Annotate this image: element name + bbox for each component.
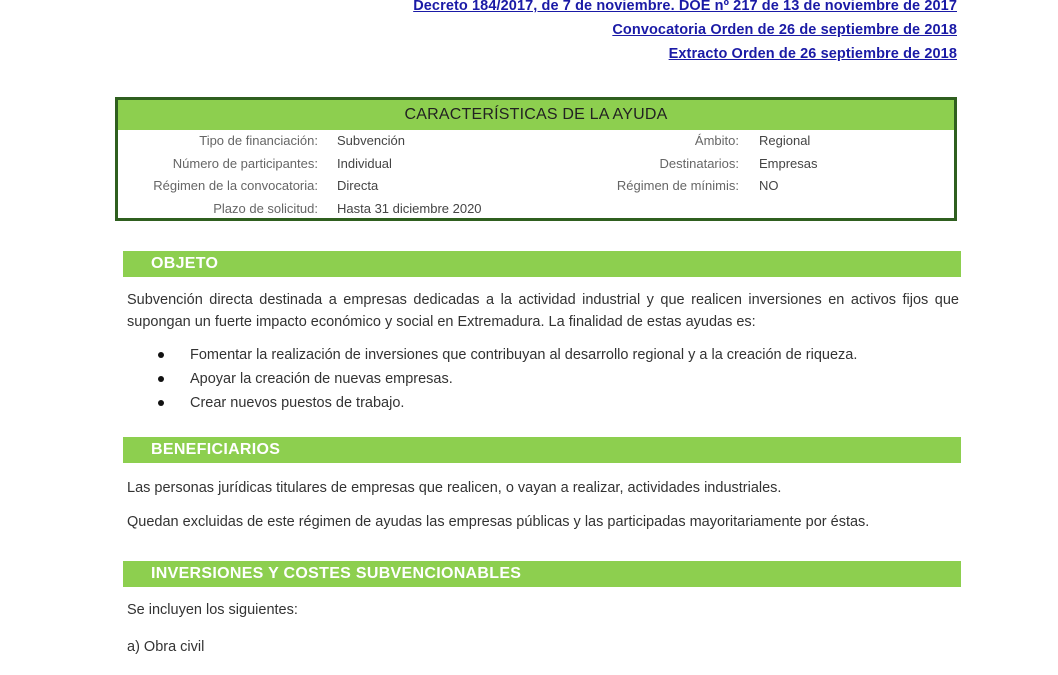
char-value: Individual [337, 155, 392, 171]
char-label: Destinatarios: [659, 155, 739, 171]
link-decreto[interactable]: Decreto 184/2017, de 7 de noviembre. DOE nº 217 de 13 de noviembre de 2017 [413, 0, 957, 14]
bullet-text: Fomentar la realización de inversiones que contribuyan al desarrollo regional y a la creación de riqueza. [190, 347, 858, 363]
bullet-text: Crear nuevos puestos de trabajo. [190, 395, 405, 411]
char-value: Regional [759, 133, 811, 148]
bullet-icon [158, 400, 164, 406]
beneficiarios-text-1: Las personas jurídicas titulares de empresas que realicen, o vayan a realizar, actividades industriales. [127, 480, 782, 496]
link-extracto[interactable]: Extracto Orden de 26 septiembre de 2018 [668, 46, 957, 62]
section-inversiones-heading: INVERSIONES Y COSTES SUBVENCIONABLES [123, 561, 961, 587]
char-label: Tipo de financiación: [199, 133, 318, 148]
bullet-icon [158, 352, 164, 358]
section-beneficiarios-heading: BENEFICIARIOS [123, 437, 961, 463]
section-objeto-heading: OBJETO [123, 251, 961, 277]
caracteristicas-box [115, 97, 957, 221]
char-row [118, 153, 954, 176]
char-label: Ámbito: [694, 133, 739, 148]
objeto-bullet-list [155, 343, 857, 415]
char-row [118, 175, 954, 198]
inversiones-text-2: a) Obra civil [127, 639, 205, 655]
char-value: Directa [337, 178, 379, 193]
char-label: Régimen de la convocatoria: [153, 178, 318, 193]
list-item [155, 367, 857, 391]
char-value: NO [759, 178, 779, 193]
char-label: Régimen de mínimis: [616, 178, 739, 193]
char-label: Plazo de solicitud: [213, 200, 318, 216]
inversiones-text-1: Se incluyen los siguientes: [127, 602, 298, 618]
beneficiarios-text-2: Quedan excluidas de este régimen de ayudas las empresas públicas y las participadas mayoritariamente por éstas. [127, 514, 870, 530]
char-row [118, 130, 954, 153]
caracteristicas-title: CARACTERÍSTICAS DE LA AYUDA [118, 100, 954, 130]
link-convocatoria[interactable]: Convocatoria Orden de 26 de septiembre de 2018 [612, 22, 957, 38]
char-value: Empresas [759, 155, 818, 171]
bullet-icon [158, 376, 164, 382]
list-item [155, 391, 857, 415]
char-value: Hasta 31 diciembre 2020 [337, 200, 482, 216]
char-value: Subvención [337, 133, 405, 148]
list-item [155, 343, 857, 367]
bullet-text: Apoyar la creación de nuevas empresas. [190, 371, 453, 387]
char-label: Número de participantes: [172, 155, 318, 171]
char-row [118, 198, 954, 221]
legal-links [413, 0, 957, 66]
objeto-text: Subvención directa destinada a empresas dedicadas a la actividad industrial y que realicen inversiones en activos fijos que supongan un fuerte impacto económico y social en Extremadura. La finalidad de estas ayudas es: [127, 292, 959, 330]
